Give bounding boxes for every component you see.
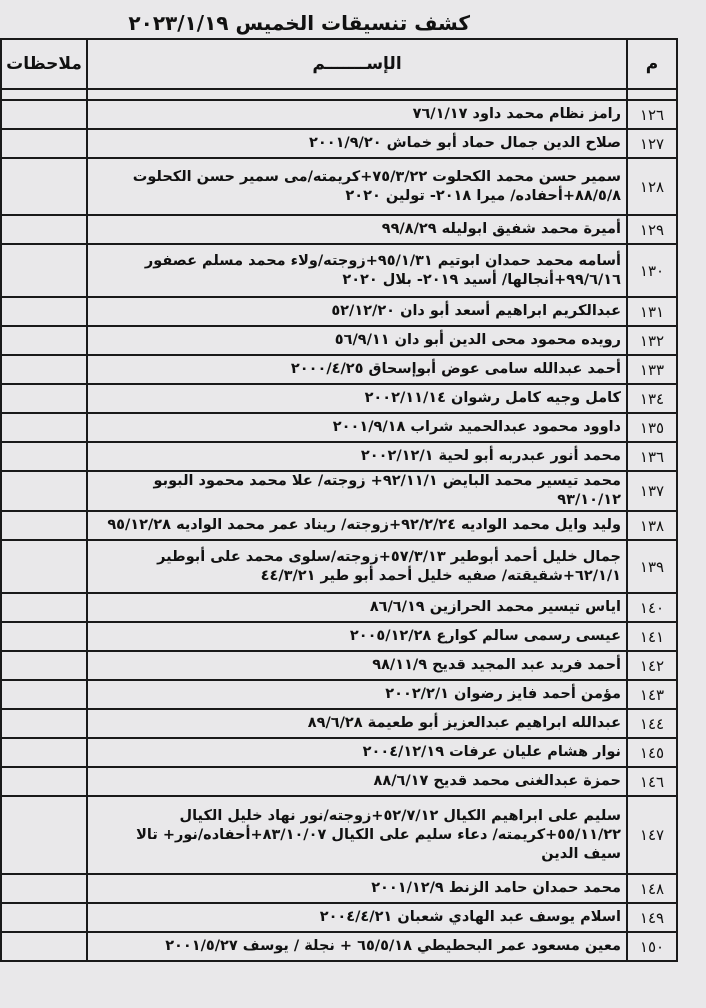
names-table: [0, 38, 678, 962]
row-name: داوود محمود عبدالحميد شراب ٢٠٠١/٩/١٨: [332, 419, 621, 435]
row-notes: [1, 622, 87, 651]
table-row: [1, 129, 677, 158]
row-name: نوار هشام عليان عرفات ٢٠٠٤/١٢/١٩: [362, 744, 621, 760]
row-name-cell: [87, 297, 627, 326]
row-name: رويده محمود محى الدين أبو دان ٥٦/٩/١١: [334, 332, 621, 348]
row-name: أحمد عبدالله سامى عوض أبوإسحاق ٢٠٠٠/٤/٢٥: [290, 361, 621, 377]
row-name: صلاح الدين جمال حماد أبو خماش ٢٠٠١/٩/٢٠: [309, 135, 621, 151]
row-name-cell: [87, 215, 627, 244]
row-name: جمال خليل أحمد أبوطير ٥٧/٣/١٣+زوجته/سلوى محمد على أبوطير ٦٢/١/١+شقيقته/ صفيه خليل أحمد أبو طير ٤٤/٣/٢١: [157, 548, 621, 584]
table-row: [1, 355, 677, 384]
row-notes: [1, 297, 87, 326]
table-row: [1, 622, 677, 651]
row-name-cell: [87, 244, 627, 297]
row-name-cell: [87, 413, 627, 442]
row-number: ١٤٣: [627, 680, 677, 709]
row-name-cell: [87, 442, 627, 471]
row-notes: [1, 158, 87, 215]
row-notes: [1, 680, 87, 709]
table-row: [1, 874, 677, 903]
row-name-cell: [87, 384, 627, 413]
row-name-cell: [87, 540, 627, 593]
row-notes: [1, 540, 87, 593]
row-name: عيسى رسمى سالم كوارع ٢٠٠٥/١٢/٢٨: [349, 628, 621, 644]
row-name: كامل وجيه كامل رشوان ٢٠٠٢/١١/١٤: [364, 390, 621, 406]
row-number: ١٤٧: [627, 796, 677, 874]
row-notes: [1, 903, 87, 932]
row-notes: [1, 384, 87, 413]
row-name: أميرة محمد شفيق ابوليله ٩٩/٨/٢٩: [381, 221, 621, 237]
row-name: عبدالله ابراهيم عبدالعزيز أبو طعيمة ٨٩/٦/٢٨: [307, 715, 621, 731]
row-number: ١٤٤: [627, 709, 677, 738]
row-number: ١٤٦: [627, 767, 677, 796]
table-row: [1, 593, 677, 622]
row-number: ١٤١: [627, 622, 677, 651]
row-name-cell: [87, 622, 627, 651]
row-name: اسلام يوسف عبد الهادي شعبان ٢٠٠٤/٤/٢١: [319, 909, 621, 925]
table-row: [1, 413, 677, 442]
table-row: [1, 932, 677, 961]
table-row: [1, 244, 677, 297]
header-number: م: [627, 39, 677, 89]
header-notes: ملاحظات: [1, 39, 87, 89]
row-name: سليم على ابراهيم الكيال ٥٢/٧/١٢+زوجته/نور نهاد خليل الكيال ٥٥/١١/٢٢+كريمته/ دعاء سليم على الكيال ٨٣/١٠/٠٧+أحفاده/نور+ تالا سيف الدين: [136, 807, 621, 862]
spacer-row: [1, 89, 677, 100]
header-row: [1, 39, 677, 89]
row-name: محمد حمدان حامد الزنط ٢٠٠١/١٢/٩: [371, 880, 621, 896]
table-row: [1, 471, 677, 511]
row-name: معين مسعود عمر البحطيطي ٦٥/٥/١٨ + نجلة / يوسف ٢٠٠١/٥/٢٧: [165, 938, 621, 954]
row-notes: [1, 709, 87, 738]
row-number: ١٤٠: [627, 593, 677, 622]
row-notes: [1, 413, 87, 442]
table-row: [1, 903, 677, 932]
row-name-cell: [87, 511, 627, 540]
table-row: [1, 767, 677, 796]
row-number: ١٤٩: [627, 903, 677, 932]
row-number: ١٢٦: [627, 100, 677, 129]
page-title: كشف تنسيقات الخميس ٢٠٢٣/١/١٩: [128, 11, 470, 35]
table-row: [1, 100, 677, 129]
row-notes: [1, 355, 87, 384]
row-name: أسامه محمد حمدان ابوتيم ٩٥/١/٣١+زوجته/ولاء محمد مسلم عصفور ٩٩/٦/١٦+أنجالها/ أسيد ٢٠١٩- بلال ٢٠٢٠: [144, 252, 621, 288]
table-body: [1, 100, 677, 961]
row-notes: [1, 874, 87, 903]
row-number: ١٢٨: [627, 158, 677, 215]
table-row: [1, 680, 677, 709]
row-number: ١٤٨: [627, 874, 677, 903]
row-number: ١٥٠: [627, 932, 677, 961]
row-name-cell: [87, 874, 627, 903]
table-row: [1, 709, 677, 738]
row-number: ١٤٢: [627, 651, 677, 680]
table-row: [1, 651, 677, 680]
row-name: محمد تيسير محمد البايض ٩٢/١١/١+ زوجته/ علا محمد محمود البوبو ٩٣/١٠/١٢: [153, 473, 621, 508]
row-notes: [1, 796, 87, 874]
row-number: ١٣٤: [627, 384, 677, 413]
row-notes: [1, 215, 87, 244]
row-number: ١٣٧: [627, 471, 677, 511]
row-number: ١٢٧: [627, 129, 677, 158]
table-row: [1, 511, 677, 540]
table-row: [1, 540, 677, 593]
row-name: أحمد فريد عبد المجيد قديح ٩٨/١١/٩: [372, 657, 621, 673]
row-name: سمير حسن محمد الكحلوت ٧٥/٣/٢٢+كريمته/مى سمير حسن الكحلوت ٨٨/٥/٨+أحفاده/ ميرا ٢٠١٨- تولين ٢٠٢٠: [132, 168, 621, 204]
row-notes: [1, 738, 87, 767]
row-name-cell: [87, 903, 627, 932]
table-row: [1, 796, 677, 874]
row-name-cell: [87, 158, 627, 215]
row-name-cell: [87, 326, 627, 355]
row-number: ١٣١: [627, 297, 677, 326]
row-name-cell: [87, 129, 627, 158]
row-notes: [1, 326, 87, 355]
row-name-cell: [87, 593, 627, 622]
row-name-cell: [87, 738, 627, 767]
row-number: ١٢٩: [627, 215, 677, 244]
table-row: [1, 326, 677, 355]
row-name: رامز نظام محمد داود ٧٦/١/١٧: [412, 106, 621, 122]
header-name: الإســـــــم: [87, 39, 627, 89]
row-notes: [1, 511, 87, 540]
row-name: وليد وايل محمد الواديه ٩٢/٢/٢٤+زوجته/ ريناد عمر محمد الواديه ٩٥/١٢/٢٨: [107, 517, 621, 533]
row-number: ١٣٩: [627, 540, 677, 593]
row-name-cell: [87, 651, 627, 680]
table-row: [1, 158, 677, 215]
row-number: ١٣٢: [627, 326, 677, 355]
table-row: [1, 297, 677, 326]
table-row: [1, 215, 677, 244]
table-row: [1, 442, 677, 471]
table-row: [1, 384, 677, 413]
row-name-cell: [87, 471, 627, 511]
row-number: ١٣٣: [627, 355, 677, 384]
row-notes: [1, 100, 87, 129]
table-row: [1, 738, 677, 767]
row-notes: [1, 129, 87, 158]
row-notes: [1, 932, 87, 961]
row-notes: [1, 471, 87, 511]
row-name: اياس تيسير محمد الحرازين ٨٦/٦/١٩: [369, 599, 621, 615]
row-name: حمزة عبدالغنى محمد قديح ٨٨/٦/١٧: [373, 773, 621, 789]
row-notes: [1, 593, 87, 622]
row-name-cell: [87, 100, 627, 129]
row-notes: [1, 767, 87, 796]
row-name-cell: [87, 709, 627, 738]
row-name: محمد أنور عبدربه أبو لحية ٢٠٠٢/١٢/١: [360, 448, 621, 464]
row-number: ١٣٨: [627, 511, 677, 540]
row-number: ١٣٥: [627, 413, 677, 442]
row-name-cell: [87, 355, 627, 384]
row-name-cell: [87, 796, 627, 874]
row-notes: [1, 442, 87, 471]
row-name-cell: [87, 767, 627, 796]
row-number: ١٣٦: [627, 442, 677, 471]
row-notes: [1, 244, 87, 297]
row-notes: [1, 651, 87, 680]
row-number: ١٤٥: [627, 738, 677, 767]
row-name: مؤمن أحمد فايز رضوان ٢٠٠٢/٢/١: [385, 686, 621, 702]
row-name: عبدالكريم ابراهيم أسعد أبو دان ٥٢/١٢/٢٠: [331, 303, 621, 319]
row-number: ١٣٠: [627, 244, 677, 297]
row-name-cell: [87, 932, 627, 961]
row-name-cell: [87, 680, 627, 709]
